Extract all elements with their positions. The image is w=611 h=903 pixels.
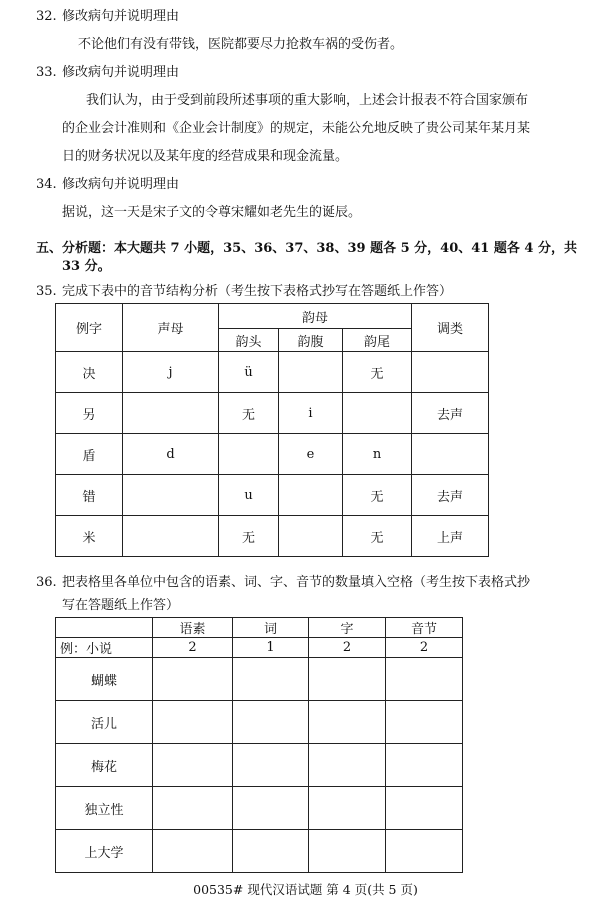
cell-char: 错 xyxy=(56,475,123,516)
answer-cell xyxy=(233,830,309,873)
header-syllable: 音节 xyxy=(386,618,463,638)
question-35-heading xyxy=(36,283,452,301)
cell-value: 1 xyxy=(233,638,309,658)
row-label: 独立性 xyxy=(56,787,153,830)
answer-cell xyxy=(153,744,233,787)
question-number: 35. xyxy=(36,284,57,299)
answer-cell xyxy=(309,744,386,787)
cell-medial: u xyxy=(219,475,279,516)
cell-ending: 无 xyxy=(343,516,412,557)
cell-tone xyxy=(412,352,489,393)
table-row xyxy=(56,658,463,701)
header-main-vowel: 韵腹 xyxy=(279,329,343,352)
question-33-heading xyxy=(36,64,179,82)
header-char: 例字 xyxy=(56,304,123,352)
answer-cell xyxy=(233,744,309,787)
question-title: 完成下表中的音节结构分析（考生按下表格式抄写在答题纸上作答） xyxy=(62,284,453,299)
cell-main-vowel xyxy=(279,516,343,557)
table-row xyxy=(56,701,463,744)
answer-cell xyxy=(233,787,309,830)
example-label: 例：小说 xyxy=(56,638,153,658)
answer-cell xyxy=(233,658,309,701)
cell-medial xyxy=(219,434,279,475)
answer-cell xyxy=(386,701,463,744)
cell-ending xyxy=(343,393,412,434)
question-title: 修改病句并说明理由 xyxy=(62,65,180,80)
cell-char: 决 xyxy=(56,352,123,393)
cell-medial: ü xyxy=(219,352,279,393)
header-unit xyxy=(56,618,153,638)
header-medial: 韵头 xyxy=(219,329,279,352)
answer-cell xyxy=(153,787,233,830)
table-row xyxy=(56,434,489,475)
row-label: 上大学 xyxy=(56,830,153,873)
row-label: 梅花 xyxy=(56,744,153,787)
cell-main-vowel xyxy=(279,352,343,393)
cell-initial: j xyxy=(123,352,219,393)
cell-value: 2 xyxy=(309,638,386,658)
question-33-line-1: 我们认为，由于受到前段所述事项的重大影响，上述会计报表不符合国家颁布 xyxy=(86,93,529,108)
table-row xyxy=(56,744,463,787)
answer-cell xyxy=(309,830,386,873)
question-title: 把表格里各单位中包含的语素、词、字、音节的数量填入空格（考生按下表格式抄 xyxy=(62,575,531,590)
header-morpheme: 语素 xyxy=(153,618,233,638)
question-34-heading xyxy=(36,176,179,194)
header-tone: 调类 xyxy=(412,304,489,352)
cell-value: 2 xyxy=(386,638,463,658)
cell-char: 米 xyxy=(56,516,123,557)
answer-cell xyxy=(386,830,463,873)
answer-cell xyxy=(386,658,463,701)
table-row xyxy=(56,516,489,557)
answer-cell xyxy=(309,787,386,830)
table-row xyxy=(56,393,489,434)
question-number: 33. xyxy=(36,65,57,80)
cell-ending: 无 xyxy=(343,352,412,393)
question-number: 36. xyxy=(36,575,57,590)
header-word: 词 xyxy=(233,618,309,638)
answer-cell xyxy=(153,830,233,873)
page-footer: 00535# 现代汉语试题 第 4 页(共 5 页) xyxy=(193,882,418,897)
cell-initial xyxy=(123,475,219,516)
cell-tone: 上声 xyxy=(412,516,489,557)
cell-initial: d xyxy=(123,434,219,475)
question-title: 修改病句并说明理由 xyxy=(62,177,180,192)
answer-cell xyxy=(386,787,463,830)
cell-ending: 无 xyxy=(343,475,412,516)
cell-tone: 去声 xyxy=(412,475,489,516)
question-36-heading-cont: 写在答题纸上作答） xyxy=(62,598,180,613)
section-5-heading-cont: 33 分。 xyxy=(62,259,111,274)
cell-initial xyxy=(123,516,219,557)
question-33-line-3: 日的财务状况以及某年度的经营成果和现金流量。 xyxy=(62,149,349,164)
cell-main-vowel xyxy=(279,475,343,516)
row-label: 蝴蝶 xyxy=(56,658,153,701)
question-32-sentence: 不论他们有没有带钱，医院都要尽力抢救车祸的受伤者。 xyxy=(78,37,404,52)
answer-cell xyxy=(153,658,233,701)
question-34-sentence: 据说，这一天是宋子文的令尊宋耀如老先生的诞辰。 xyxy=(62,205,362,220)
header-ending: 韵尾 xyxy=(343,329,412,352)
question-36-heading xyxy=(36,574,530,592)
header-character: 字 xyxy=(309,618,386,638)
cell-medial: 无 xyxy=(219,516,279,557)
question-number: 34. xyxy=(36,177,57,192)
table-row xyxy=(56,475,489,516)
cell-tone xyxy=(412,434,489,475)
cell-main-vowel: e xyxy=(279,434,343,475)
question-33-line-2: 的企业会计准则和《企业会计制度》的规定，未能公允地反映了贵公司某年某月某 xyxy=(62,121,531,136)
cell-char: 另 xyxy=(56,393,123,434)
table-row xyxy=(56,787,463,830)
question-32-heading xyxy=(36,8,179,26)
answer-cell xyxy=(233,701,309,744)
cell-tone: 去声 xyxy=(412,393,489,434)
header-initial: 声母 xyxy=(123,304,219,352)
answer-cell xyxy=(309,701,386,744)
cell-char: 盾 xyxy=(56,434,123,475)
question-number: 32. xyxy=(36,9,57,24)
table-row xyxy=(56,830,463,873)
header-final: 韵母 xyxy=(219,304,412,329)
cell-value: 2 xyxy=(153,638,233,658)
question-title: 修改病句并说明理由 xyxy=(62,9,180,24)
cell-medial: 无 xyxy=(219,393,279,434)
answer-cell xyxy=(386,744,463,787)
row-label: 活儿 xyxy=(56,701,153,744)
morpheme-count-table xyxy=(55,617,463,873)
answer-cell xyxy=(153,701,233,744)
table-row xyxy=(56,352,489,393)
syllable-structure-table xyxy=(55,303,489,557)
cell-initial xyxy=(123,393,219,434)
answer-cell xyxy=(309,658,386,701)
cell-main-vowel: i xyxy=(279,393,343,434)
cell-ending: n xyxy=(343,434,412,475)
example-row xyxy=(56,638,463,658)
section-5-heading: 五、分析题：本大题共 7 小题，35、36、37、38、39 题各 5 分，40、41 题各 4 分，共 xyxy=(36,241,577,256)
